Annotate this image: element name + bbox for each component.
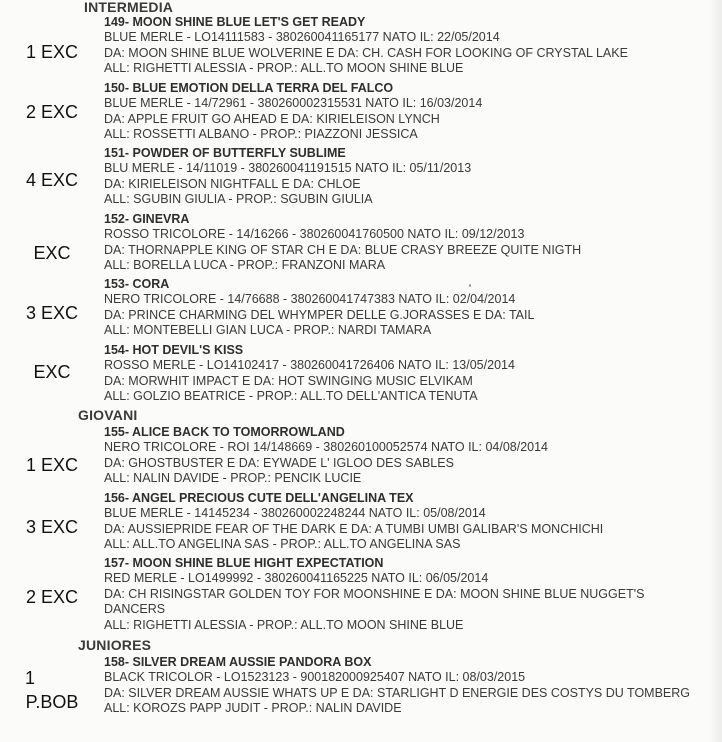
dog-owner: ALL: BORELLA LUCA - PROP.: FRANZONI MARA [104,258,386,272]
result-label: 1 EXC [25,42,79,62]
dog-parents: DA: THORNAPPLE KING OF STAR CH E DA: BLUE CRASY BREEZE QUITE NIGTH [104,242,582,257]
dog-owner: ALL: NALIN DAVIDE - PROP.: PENCIK LUCIE [104,471,362,485]
result-label: 4 EXC [25,170,79,190]
dog-info: NERO TRICOLORE - ROI 14/148669 - 380260100052574 NATO IL: 04/08/2014 [104,440,549,454]
section-title-juniores: JUNIORES [78,637,152,653]
dog-name: 153- CORA [104,277,170,291]
dog-parents: DA: CH RISINGSTAR GOLDEN TOY FOR MOONSHINE E DA: MOON SHINE BLUE NUGGET'S DANCERS [104,586,645,616]
result-label: EXC [33,362,71,382]
dog-info: ROSSO MERLE - LO14102417 - 380260041726406 NATO IL: 13/05/2014 [104,358,515,372]
dog-owner: ALL: MONTEBELLI GIAN LUCA - PROP.: NARDI TAMARA [104,323,432,337]
dog-info: BLUE MERLE - 14/72961 - 380260002315531 NATO IL: 16/03/2014 [104,96,483,110]
scan-edge-shadow [708,0,722,742]
dog-info: RED MERLE - LO1499992 - 380260041165225 NATO IL: 06/05/2014 [104,571,489,585]
section-title-giovani: GIOVANI [78,407,138,423]
result-label: 3 EXC [25,517,79,537]
dog-parents: DA: PRINCE CHARMING DEL WHYMPER DELLE G.JORASSES E DA: TAIL [104,307,535,322]
dog-info: BLUE MERLE - 14145234 - 380260002248244 NATO IL: 05/08/2014 [104,506,486,520]
result-label: 2 EXC [25,587,79,607]
dog-owner: ALL: KOROZS PAPP JUDIT - PROP.: NALIN DAVIDE [104,701,402,715]
result-placement: 1 [24,668,35,688]
result-label: 1 EXC [25,455,79,475]
dog-name: 149- MOON SHINE BLUE LET'S GET READY [104,15,366,29]
dog-info: ROSSO TRICOLORE - 14/16266 - 380260041760500 NATO IL: 09/12/2013 [104,227,525,241]
dog-name: 154- HOT DEVIL'S KISS [104,343,244,357]
dog-name: 152- GINEVRA [104,212,190,226]
result-label: EXC [33,243,71,263]
dog-info: BLUE MERLE - LO14111583 - 380260041165177 NATO IL: 22/05/2014 [104,30,500,44]
dog-name: 150- BLUE EMOTION DELLA TERRA DEL FALCO [104,81,394,95]
result-label: 2 EXC [25,102,79,122]
result-label: 3 EXC [25,303,79,323]
dog-info: BLACK TRICOLOR - LO1523123 - 900182000925407 NATO IL: 08/03/2015 [104,670,526,684]
dog-name: 151- POWDER OF BUTTERFLY SUBLIME [104,146,346,160]
dog-owner: ALL: RIGHETTI ALESSIA - PROP.: ALL.TO MOON SHINE BLUE [104,61,464,75]
dog-parents: DA: MOON SHINE BLUE WOLVERINE E DA: CH. CASH FOR LOOKING OF CRYSTAL LAKE [104,45,628,60]
dog-owner: ALL: SGUBIN GIULIA - PROP.: SGUBIN GIULIA [104,192,373,206]
dog-owner: ALL: ALL.TO ANGELINA SAS - PROP.: ALL.TO ANGELINA SAS [104,537,461,551]
dog-parents: DA: MORWHIT IMPACT E DA: HOT SWINGING MUSIC ELVIKAM [104,373,473,388]
scan-speck [469,284,471,287]
dog-owner: ALL: GOLZIO BEATRICE - PROP.: ALL.TO DELL'ANTICA TENUTA [104,389,478,403]
dog-info: BLU MERLE - 14/11019 - 380260041191515 NATO IL: 05/11/2013 [104,161,472,175]
section-title-intermedia: INTERMEDIA [84,0,174,15]
dog-info: NERO TRICOLORE - 14/76688 - 380260041747383 NATO IL: 02/04/2014 [104,292,516,306]
dog-name: 157- MOON SHINE BLUE HIGHT EXPECTATION [104,556,384,570]
dog-name: 156- ANGEL PRECIOUS CUTE DELL'ANGELINA TEX [104,491,414,505]
dog-parents: DA: GHOSTBUSTER E DA: EYWADE L' IGLOO DES SABLES [104,455,454,470]
dog-parents: DA: SILVER DREAM AUSSIE WHATS UP E DA: STARLIGHT D ENERGIE DES COSTYS DU TOMBERG [104,685,690,700]
result-award: P.BOB [25,692,79,712]
dog-name: 158- SILVER DREAM AUSSIE PANDORA BOX [104,655,372,669]
dog-owner: ALL: RIGHETTI ALESSIA - PROP.: ALL.TO MOON SHINE BLUE [104,617,464,632]
dog-owner: ALL: ROSSETTI ALBANO - PROP.: PIAZZONI JESSICA [104,127,418,141]
dog-parents: DA: APPLE FRUIT GO AHEAD E DA: KIRIELEISON LYNCH [104,111,440,126]
dog-parents: DA: AUSSIEPRIDE FEAR OF THE DARK E DA: A TUMBI UMBI GALIBAR'S MONCHICHI [104,521,604,536]
dog-parents: DA: KIRIELEISON NIGHTFALL E DA: CHLOE [104,176,361,191]
dog-name: 155- ALICE BACK TO TOMORROWLAND [104,425,345,439]
